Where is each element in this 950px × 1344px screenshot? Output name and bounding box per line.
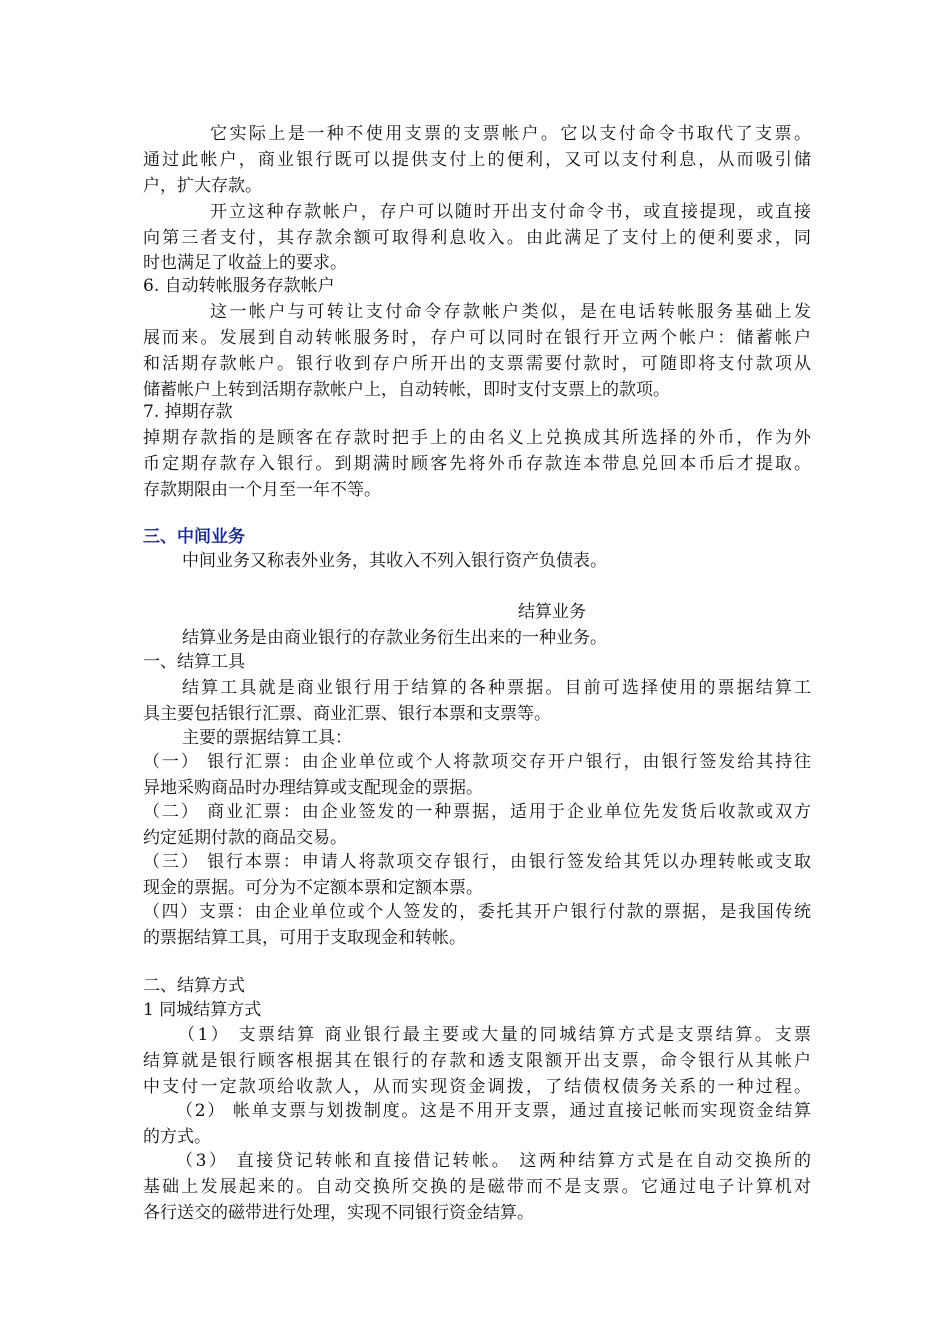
chapter-heading: 三、中间业务 xyxy=(143,527,245,547)
text-line: 现金的票据。可分为不定额本票和定额本票。 xyxy=(143,878,483,898)
list-item: （二） 商业汇票：由企业签发的一种票据，适用于企业单位先发货后收款或双方 xyxy=(143,802,811,822)
text-line: 这一帐户与可转让支付命令存款帐户类似，是在电话转帐服务基础上发 xyxy=(210,302,811,322)
list-item: （四）支票：由企业单位或个人签发的，委托其开户银行付款的票据，是我国传统 xyxy=(143,902,811,922)
text-line: 向第三者支付，其存款余额可取得利息收入。由此满足了支付上的便利要求，同 xyxy=(143,228,811,248)
list-item: （1） 支票结算 商业银行最主要或大量的同城结算方式是支票结算。支票 xyxy=(178,1025,811,1045)
text-line: 的方式。 xyxy=(143,1127,211,1147)
text-line: 各行送交的磁带进行处理，实现不同银行资金结算。 xyxy=(143,1203,534,1223)
list-item: （3） 直接贷记转帐和直接借记转帐。 这两种结算方式是在自动交换所的 xyxy=(176,1151,811,1171)
text-line: 和活期存款帐户。银行收到存户所开出的支票需要付款时，可随即将支付款项从 xyxy=(143,354,811,374)
section-heading: 7. 掉期存款 xyxy=(143,402,233,422)
section-heading: 一、结算工具 xyxy=(143,652,245,672)
text-line: 它实际上是一种不使用支票的支票帐户。它以支付命令书取代了支票。 xyxy=(210,124,811,144)
sub-heading: 1 同城结算方式 xyxy=(143,1000,262,1020)
text-line: 储蓄帐户上转到活期存款帐户上，自动转帐，即时支付支票上的款项。 xyxy=(143,380,670,400)
text-line: 户，扩大存款。 xyxy=(143,176,262,196)
text-line: 存款期限由一个月至一年不等。 xyxy=(143,480,381,500)
text-line: 开立这种存款帐户，存户可以随时开出支付命令书，或直接提现，或直接 xyxy=(210,202,811,222)
section-heading: 6. 自动转帐服务存款帐户 xyxy=(143,276,335,296)
text-line: 结算业务是由商业银行的存款业务衍生出来的一种业务。 xyxy=(182,628,607,648)
list-item: （一） 银行汇票：由企业单位或个人将款项交存开户银行，由银行签发给其持往 xyxy=(143,752,811,772)
text-line: 基础上发展起来的。自动交换所交换的是磁带而不是支票。它通过电子计算机对 xyxy=(143,1177,811,1197)
text-line: 通过此帐户，商业银行既可以提供支付上的便利，又可以支付利息，从而吸引储 xyxy=(143,150,811,170)
text-line: 约定延期付款的商品交易。 xyxy=(143,828,347,848)
text-line: 中间业务又称表外业务，其收入不列入银行资产负债表。 xyxy=(182,551,607,571)
centered-title: 结算业务 xyxy=(518,602,586,622)
text-line: 中支付一定款项给收款人，从而实现资金调拨，了结债权债务关系的一种过程。 xyxy=(143,1077,811,1097)
text-line: 展而来。发展到自动转帐服务时，存户可以同时在银行开立两个帐户：储蓄帐户 xyxy=(143,328,811,348)
text-line: 具主要包括银行汇票、商业汇票、银行本票和支票等。 xyxy=(143,704,551,724)
list-item: （三） 银行本票：申请人将款项交存银行，由银行签发给其凭以办理转帐或支取 xyxy=(143,852,811,872)
list-item: （2） 帐单支票与划拨制度。这是不用开支票，通过直接记帐而实现资金结算 xyxy=(176,1101,811,1121)
text-line: 币定期存款存入银行。到期满时顾客先将外币存款连本带息兑回本币后才提取。 xyxy=(143,454,811,474)
text-line: 主要的票据结算工具： xyxy=(182,728,352,748)
section-heading: 二、结算方式 xyxy=(143,976,245,996)
text-line: 结算就是银行顾客根据其在银行的存款和透支限额开出支票，命令银行从其帐户 xyxy=(143,1051,811,1071)
text-line: 异地采购商品时办理结算或支配现金的票据。 xyxy=(143,778,483,798)
text-line: 时也满足了收益上的要求。 xyxy=(143,253,347,273)
text-line: 掉期存款指的是顾客在存款时把手上的由名义上兑换成其所选择的外币，作为外 xyxy=(143,428,811,448)
text-line: 结算工具就是商业银行用于结算的各种票据。目前可选择使用的票据结算工 xyxy=(182,678,811,698)
text-line: 的票据结算工具，可用于支取现金和转帐。 xyxy=(143,928,466,948)
